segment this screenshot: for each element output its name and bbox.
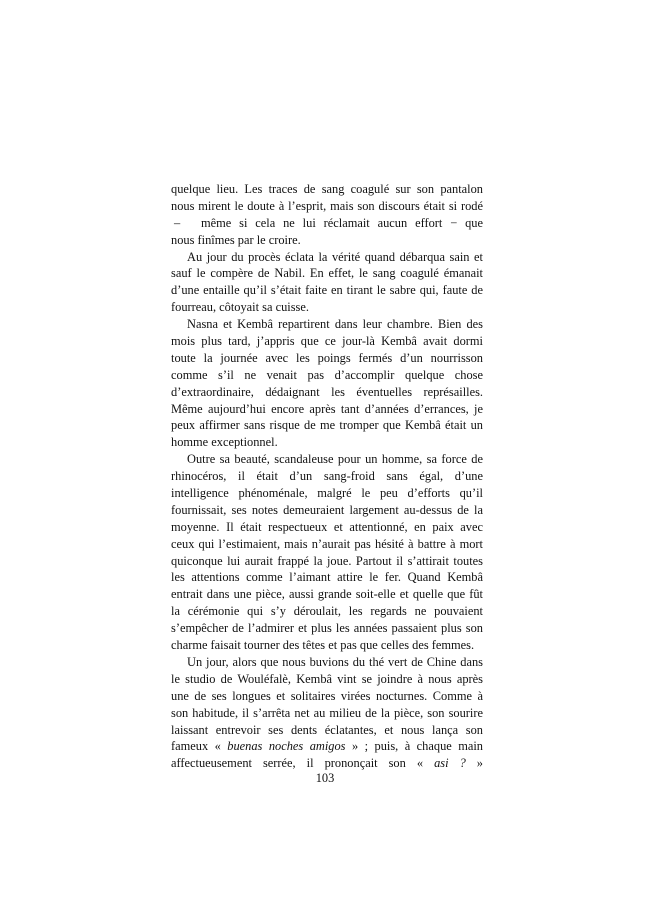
page-number: 103 (315, 771, 335, 785)
text-line: d’extraordinaire, dédaignant les éventuelles représailles. (171, 384, 483, 399)
text-line: son habitude, il s’arrêta net au milieu de la pièce, son sourire (171, 705, 483, 720)
text-line: laissant entrevoir ses dents éclatantes, et nous lança son (171, 722, 483, 737)
text-line (171, 755, 483, 772)
text-line: la cérémonie qui s’y déroulait, les regards ne pouvaient (171, 604, 483, 619)
text-line: Nasna et Kembâ repartirent dans leur chambre. Bien des (187, 317, 483, 332)
text-line: toute la journée avec les poings fermés d’un nourrisson (171, 350, 483, 365)
text-line: mois plus tard, j’appris que ce jour-là Kembâ avait dormi (171, 334, 483, 349)
em-dash: – (174, 215, 181, 230)
text-fragment: fameux « (171, 739, 228, 754)
text-line: les attentions comme l’aimant attire le fer. Quand Kembâ (171, 570, 483, 585)
text-line-fragment: même si cela ne lui réclamait aucun effort − que (201, 215, 483, 230)
text-line: Même aujourd’hui encore après tant d’années d’errances, je (171, 401, 483, 416)
text-line: Un jour, alors que nous buvions du thé vert de Chine dans (187, 654, 483, 669)
italic-phrase: asi ? (434, 756, 466, 771)
text-line: quelque lieu. Les traces de sang coagulé sur son pantalon (171, 182, 483, 196)
text-line: comme s’il ne venait pas d’accomplir quelque chose (171, 367, 483, 382)
text-line: homme exceptionnel. (171, 435, 278, 450)
text-line: s’empêcher de l’admirer et plus les années passaient plus son (171, 621, 483, 636)
text-fragment: » (465, 756, 483, 771)
text-line: d’une entaille qu’il s’était faite en tirant le sabre qui, faute de (171, 283, 483, 298)
text-line: quiconque lui aurait frappé la joue. Partout il s’attirait toutes (171, 553, 483, 568)
text-fragment: » ; puis, à chaque main (345, 739, 483, 754)
text-line: nous mirent le doute à l’esprit, mais son discours était si rodé (171, 198, 483, 213)
text-line: peux affirmer sans risque de me tromper que Kembâ était un (171, 418, 483, 433)
text-line: fournissait, ses notes demeuraient largement au-dessus de la (171, 502, 483, 517)
text-line: le studio de Wouléfalè, Kembâ vint se joindre à nous après (171, 671, 483, 686)
text-line: entrait dans une pièce, aussi grande soit-elle et quelle que fût (171, 587, 483, 602)
text-fragment: affectueusement serrée, il prononçait son « (171, 756, 435, 771)
text-line: rhinocéros, il était d’un sang-froid sans égal, d’une (171, 469, 483, 484)
text-line: une de ses longues et solitaires virées nocturnes. Comme à (171, 688, 483, 703)
italic-phrase: buenas noches amigos (227, 739, 346, 754)
text-line: charme faisait tourner des têtes et pas que celles des femmes. (171, 638, 475, 653)
text-line: moyenne. Il était respectueux et attentionné, en paix avec (171, 519, 483, 534)
text-line: fourreau, côtoyait sa cuisse. (171, 300, 309, 315)
text-line: ceux qui l’estimaient, mais n’aurait pas hésité à battre à mort (171, 536, 483, 551)
text-line (171, 215, 483, 232)
page-body (171, 181, 483, 772)
text-line: intelligence phénoménale, malgré le peu d’efforts qu’il (171, 486, 483, 501)
text-line: sauf le compère de Nabil. En effet, le sang coagulé émanait (171, 266, 483, 281)
text-line: Outre sa beauté, scandaleuse pour un homme, sa force de (187, 452, 483, 467)
text-line: nous finîmes par le croire. (171, 232, 301, 247)
text-line: Au jour du procès éclata la vérité quand débarqua sain et (187, 249, 483, 264)
text-line (171, 738, 483, 755)
